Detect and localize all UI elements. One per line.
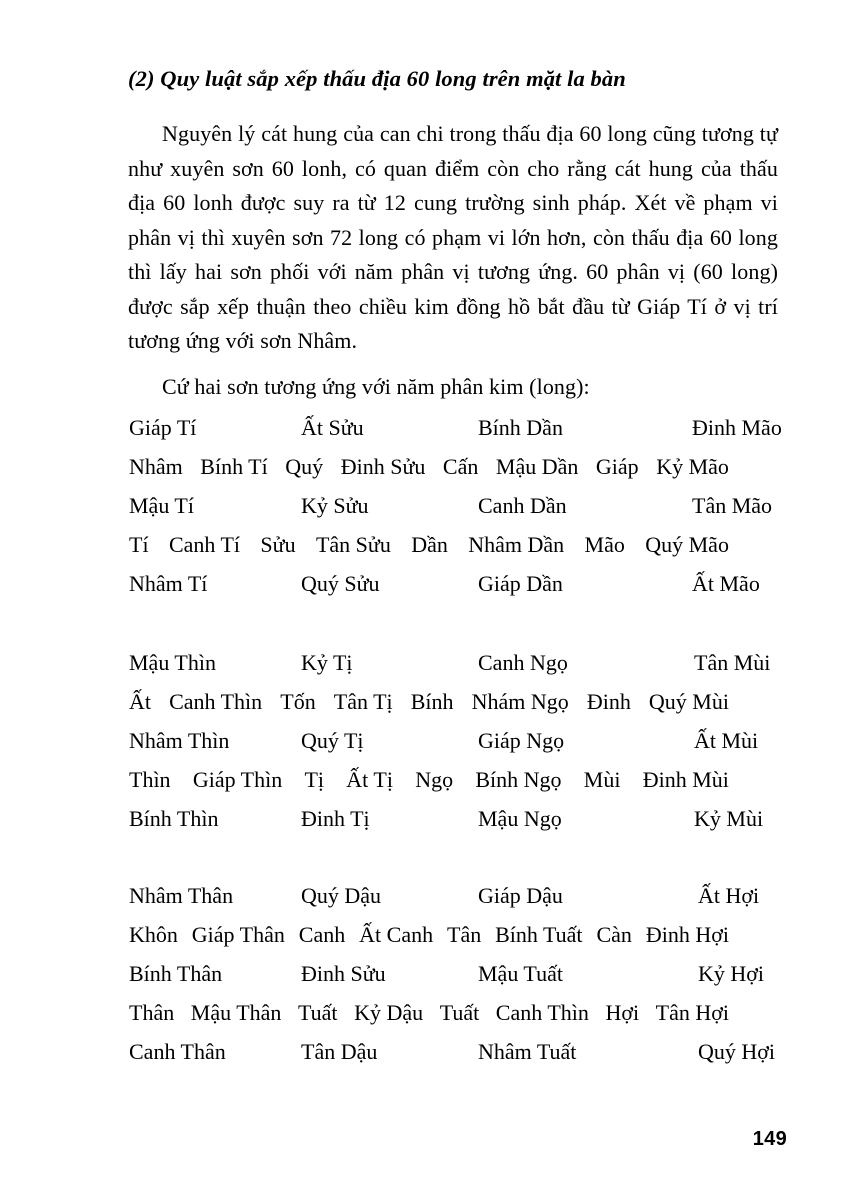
listing-cell: Dần <box>411 532 448 557</box>
listing-cell: Kỷ Mùi <box>694 806 764 831</box>
listing-cell: Bính Tí <box>200 454 268 479</box>
listing-cell: Mùi <box>583 767 621 792</box>
listing-cell: Canh Dần <box>478 493 567 518</box>
listing-cell: Tân Mùi <box>694 650 771 675</box>
listing-cell: Ngọ <box>415 767 454 792</box>
listing-row <box>0 564 857 603</box>
listing-row <box>0 408 857 447</box>
listing-cell: Mậu Dần <box>495 454 579 479</box>
listing-cell: Sửu <box>260 532 296 557</box>
listing-cell: Giáp Dậu <box>478 883 563 908</box>
listing-cell: Ất Tị <box>346 767 393 792</box>
listing-cell: Ất Mùi <box>694 728 759 753</box>
listing-cell: Giáp Thìn <box>192 767 283 792</box>
listing-cell: Quý <box>285 454 324 479</box>
listing-cell: Tân <box>447 922 482 947</box>
listing-cell: Đinh Sửu <box>340 454 426 479</box>
listing-cell: Nhám Ngọ <box>471 689 569 714</box>
listing-cell: Bính Tuất <box>495 922 583 947</box>
listing-row <box>0 1032 857 1071</box>
listing-cell: Tân Dậu <box>301 1039 378 1064</box>
listing-cell: Giáp Dần <box>478 571 563 596</box>
listing-cell: Giáp <box>595 454 639 479</box>
listing-cell: Canh Thìn <box>495 1000 589 1025</box>
listing-cell: Nhâm Thìn <box>129 728 230 753</box>
listing-cell: Quý Mão <box>645 532 729 557</box>
listing-row <box>0 721 857 760</box>
listing-cell: Canh Thân <box>129 1039 226 1064</box>
listing-cell: Đinh Tị <box>301 806 370 831</box>
listing-row <box>0 876 857 915</box>
listing-cell: Bính Dần <box>478 415 563 440</box>
listing-cell: Kỷ Mão <box>656 454 729 479</box>
listing-cell: Mậu Tí <box>129 493 194 518</box>
listing-cell: Tị <box>304 767 325 792</box>
listing-row <box>0 954 857 993</box>
listing-cell: Nhâm <box>129 454 183 479</box>
listing-cell: Tân Sửu <box>315 532 391 557</box>
listing-row <box>0 643 857 682</box>
listing-cell: Hợi <box>605 1000 640 1025</box>
listing-cell: Đinh Hợi <box>645 922 729 947</box>
listing-cell: Nhâm Tuất <box>478 1039 577 1064</box>
listing-cell: Bính Ngọ <box>475 767 562 792</box>
listing-cell: Giáp Thân <box>191 922 285 947</box>
listing-cell: Ất Hợi <box>698 883 760 908</box>
listing-cell: Bính <box>410 689 454 714</box>
body-paragraph-1: Nguyên lý cát hung của can chi trong thấu địa 60 long cũng tương tự như xuyên sơn 60 lonh, có quan điểm còn cho rằng cát hung của thấu địa 60 lonh được suy ra từ 12 cung trường sinh pháp. Xét về phạm vi phân vị thì xuyên sơn 72 long có phạm vi lớn hơn, còn thấu địa 60 long thì lấy hai sơn phối với năm phân vị tương ứng. 60 phân vị (60 long) được sắp xếp thuận theo chiều kim đồng hồ bắt đầu từ Giáp Tí ở vị trí tương ứng với sơn Nhâm. <box>128 121 778 353</box>
listing-row <box>0 799 857 838</box>
listing-cell: Thân <box>129 1000 175 1025</box>
listing-cell: Quý Hợi <box>698 1039 776 1064</box>
listing-cell: Mậu Tuất <box>478 961 563 986</box>
listing-cell: Tí <box>129 532 149 557</box>
listing-cell: Đinh Sửu <box>301 961 386 986</box>
listing-row <box>0 760 857 799</box>
listing-cell: Tuất <box>297 1000 338 1025</box>
listing-cell: Nhâm Tí <box>129 571 208 596</box>
listing-cell: Tân Hợi <box>655 1000 729 1025</box>
listing-cell: Càn <box>596 922 632 947</box>
listing-row <box>0 915 857 954</box>
listing-cell: Kỷ Hợi <box>698 961 765 986</box>
listing-cell: Kỷ Tị <box>301 650 353 675</box>
listing-cell: Kỷ Dậu <box>354 1000 424 1025</box>
listing-cell: Canh <box>298 922 346 947</box>
listing-cell: Đinh <box>586 689 631 714</box>
listing-cell: Ất Canh <box>359 922 434 947</box>
listing-cell: Bính Thìn <box>129 806 219 831</box>
block-thin-ti-ngo-mui <box>0 643 857 838</box>
page-number: 149 <box>752 1128 787 1150</box>
listing-cell: Quý Tị <box>301 728 364 753</box>
listing-cell: Mão <box>584 532 625 557</box>
listing-cell: Tân Tị <box>333 689 393 714</box>
listing-cell: Mậu Thân <box>190 1000 282 1025</box>
listing-cell: Nhâm Thân <box>129 883 234 908</box>
listing-cell: Cấn <box>442 454 479 479</box>
listing-cell: Ất <box>129 689 151 714</box>
listing-cell: Nhâm Dần <box>468 532 565 557</box>
listing-cell: Giáp Ngọ <box>478 728 565 753</box>
listing-row <box>0 682 857 721</box>
listing-cell: Tốn <box>280 689 316 714</box>
body-paragraph-2: Cứ hai sơn tương ứng với năm phân kim (long): <box>162 374 590 399</box>
listing-cell: Ất Mão <box>692 571 760 596</box>
listing-row <box>0 486 857 525</box>
block-ti-suu-dan-mao <box>0 408 857 603</box>
listing-cell: Đinh Mão <box>692 415 782 440</box>
listing-row <box>0 993 857 1032</box>
listing-cell: Canh Ngọ <box>478 650 568 675</box>
listing-cell: Mậu Ngọ <box>478 806 562 831</box>
listing-row <box>0 447 857 486</box>
listing-cell: Tuất <box>439 1000 480 1025</box>
listing-cell: Quý Mùi <box>648 689 729 714</box>
listing-row <box>0 525 857 564</box>
listing-cell: Bính Thân <box>129 961 223 986</box>
listing-cell: Khôn <box>129 922 178 947</box>
listing-cell: Thìn <box>129 767 171 792</box>
listing-cell: Kỷ Sửu <box>301 493 369 518</box>
listing-cell: Canh Thìn <box>169 689 263 714</box>
listing-cell: Canh Tí <box>168 532 241 557</box>
listing-cell: Ất Sửu <box>301 415 364 440</box>
block-than-dau-tuat-hoi <box>0 876 857 1071</box>
listing-cell: Đinh Mùi <box>642 767 729 792</box>
section-heading: (2) Quy luật sắp xếp thấu địa 60 long trên mặt la bàn <box>128 66 626 92</box>
listing-cell: Giáp Tí <box>129 415 197 440</box>
listing-cell: Tân Mão <box>692 493 773 518</box>
listing-cell: Mậu Thìn <box>129 650 216 675</box>
listing-cell: Quý Dậu <box>301 883 382 908</box>
listing-cell: Quý Sửu <box>301 571 380 596</box>
